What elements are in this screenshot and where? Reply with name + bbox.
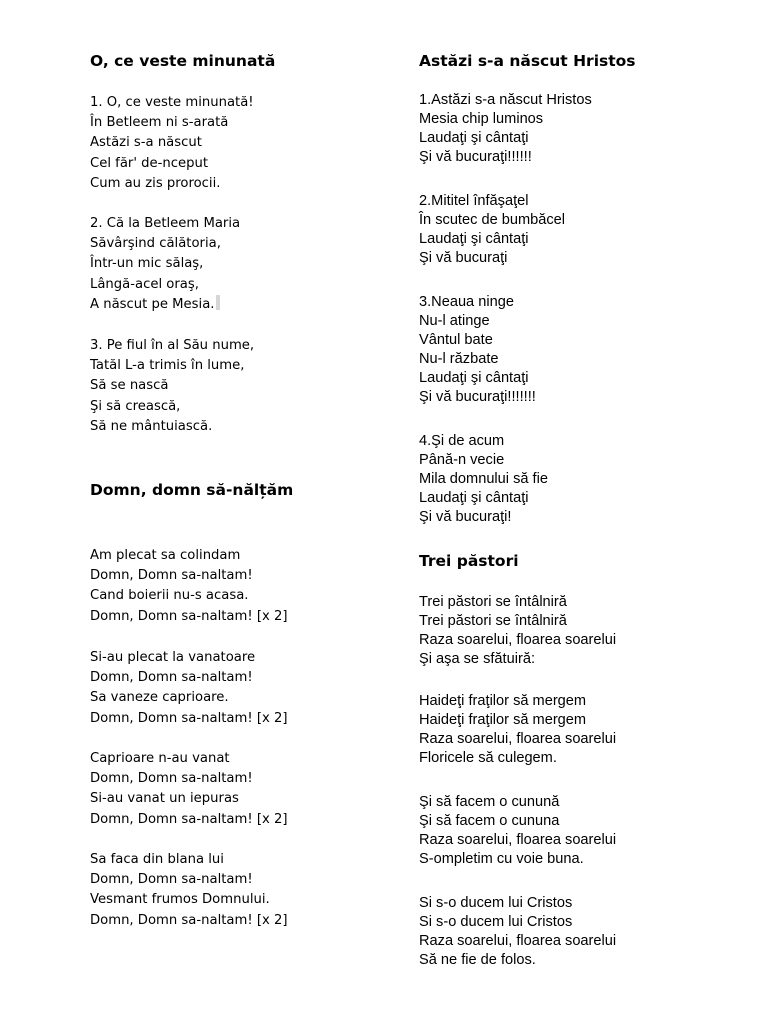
verse-line: În scutec de bumbăcel xyxy=(419,212,566,228)
verse-line: Am plecat sa colindam xyxy=(90,548,241,563)
verse-line: Cum au zis prorocii. xyxy=(90,175,221,191)
verse-line: Lângă-acel oraş, xyxy=(90,276,199,292)
verse-line: 2. Că la Betleem Maria xyxy=(90,216,241,231)
verse-line: Astăzi s-a născut xyxy=(90,135,202,151)
verse xyxy=(90,546,288,627)
verse-line: Si s-o ducem lui Cristos xyxy=(419,895,573,911)
verse-line: Laudaţi şi cântaţi xyxy=(419,490,529,506)
verse-line: 3. Pe fiul în al Său nume, xyxy=(90,338,255,353)
verse-line: Domn, Domn sa-naltam! xyxy=(90,872,253,888)
verse-line: Caprioare n-au vanat xyxy=(90,751,230,766)
verse xyxy=(90,850,288,931)
song-title: Domn, domn să-nălțăm xyxy=(90,481,294,499)
verse xyxy=(419,293,536,407)
verse-line: Săvârşind călătoria, xyxy=(90,236,221,252)
verse-line: 1.Astăzi s-a născut Hristos xyxy=(419,92,592,108)
verse-line: Cel făr' de-nceput xyxy=(90,155,209,171)
verse-line: Sa vaneze caprioare. xyxy=(90,690,229,706)
verse-line: Şi vă bucuraţi!!!!!!! xyxy=(419,389,536,405)
verse-line: Să ne fie de folos. xyxy=(419,952,536,968)
verse xyxy=(419,91,592,167)
verse-line: Laudaţi şi cântaţi xyxy=(419,130,529,146)
verse xyxy=(90,93,254,194)
verse-line: Şi să facem o cunună xyxy=(419,794,560,810)
verse-line: Raza soarelui, floarea soarelui xyxy=(419,832,617,848)
verse-line: Până-n vecie xyxy=(419,452,505,468)
verse-line: Şi vă bucuraţi! xyxy=(419,509,512,525)
verse-line-text: A născut pe Mesia. xyxy=(90,296,215,312)
verse-line: Şi aşa se sfătuiră: xyxy=(419,651,535,667)
verse xyxy=(419,593,616,669)
verse-line: Şi vă bucuraţi!!!!!! xyxy=(419,149,532,165)
verse-line: Raza soarelui, floarea soarelui xyxy=(419,632,617,648)
verse-line: Si s-o ducem lui Cristos xyxy=(419,914,573,930)
verse-line: Si-au plecat la vanatoare xyxy=(90,650,256,665)
verse-line: Haideţi fraţilor să mergem xyxy=(419,693,587,709)
verse-line: În Betleem ni s-arată xyxy=(90,115,229,131)
verse xyxy=(419,793,616,869)
verse-line: Trei păstori se întâlniră xyxy=(419,613,567,629)
verse-line: Vesmant frumos Domnului. xyxy=(90,892,270,908)
verse-line: Domn, Domn sa-naltam! [x 2] xyxy=(90,811,288,827)
verse-line: 2.Mititel înfăşaţel xyxy=(419,193,529,209)
text-cursor-highlight xyxy=(216,295,220,310)
verse-line: Raza soarelui, floarea soarelui xyxy=(419,933,617,949)
verse-line: 1. O, ce veste minunată! xyxy=(90,95,254,110)
verse-line: Si-au vanat un iepuras xyxy=(90,791,239,807)
verse xyxy=(419,432,548,527)
verse-line: Vântul bate xyxy=(419,332,493,348)
verse-line: Laudaţi şi cântaţi xyxy=(419,370,529,386)
verse-line: Domn, Domn sa-naltam! [x 2] xyxy=(90,912,288,928)
verse-line: S-ompletim cu voie buna. xyxy=(419,851,584,867)
verse-line: Într-un mic sălaş, xyxy=(90,256,204,272)
verse-line: Să ne mântuiască. xyxy=(90,418,213,434)
song-title: Astăzi s-a născut Hristos xyxy=(419,52,636,70)
verse-line: Şi vă bucuraţi xyxy=(419,250,508,266)
verse-line: Şi să facem o cununa xyxy=(419,813,560,829)
song-title: O, ce veste minunată xyxy=(90,52,276,70)
verse-line: Raza soarelui, floarea soarelui xyxy=(419,731,617,747)
verse-line: Mila domnului să fie xyxy=(419,471,548,487)
verse-line: Floricele să culegem. xyxy=(419,750,557,766)
verse-line: Cand boierii nu-s acasa. xyxy=(90,588,249,604)
verse-line: Domn, Domn sa-naltam! xyxy=(90,670,253,686)
verse-line: 4.Şi de acum xyxy=(419,433,505,449)
verse-line: Domn, Domn sa-naltam! [x 2] xyxy=(90,710,288,726)
verse-line: Tatăl L-a trimis în lume, xyxy=(90,358,245,374)
verse-line: Să se nască xyxy=(90,378,169,394)
verse-line: Trei păstori se întâlniră xyxy=(419,594,567,610)
verse xyxy=(419,692,616,768)
verse-line: Domn, Domn sa-naltam! xyxy=(90,771,253,787)
verse-line: Nu-l atinge xyxy=(419,313,490,329)
verse xyxy=(419,894,616,970)
verse-line: Nu-l răzbate xyxy=(419,351,499,367)
song-title: Trei păstori xyxy=(419,552,519,570)
verse-line: Şi să crească, xyxy=(90,398,181,414)
verse xyxy=(90,336,254,437)
verse-line: Sa faca din blana lui xyxy=(90,852,224,867)
verse-line: Haideţi fraţilor să mergem xyxy=(419,712,587,728)
verse-line: Domn, Domn sa-naltam! [x 2] xyxy=(90,608,288,624)
verse-line: 3.Neaua ninge xyxy=(419,294,514,310)
verse xyxy=(90,214,240,315)
verse xyxy=(90,648,288,729)
verse-line: Laudaţi şi cântaţi xyxy=(419,231,529,247)
verse-line: Mesia chip luminos xyxy=(419,111,544,127)
verse-line: Domn, Domn sa-naltam! xyxy=(90,568,253,584)
verse xyxy=(90,749,288,830)
verse xyxy=(419,192,565,268)
verse-line xyxy=(90,295,240,315)
